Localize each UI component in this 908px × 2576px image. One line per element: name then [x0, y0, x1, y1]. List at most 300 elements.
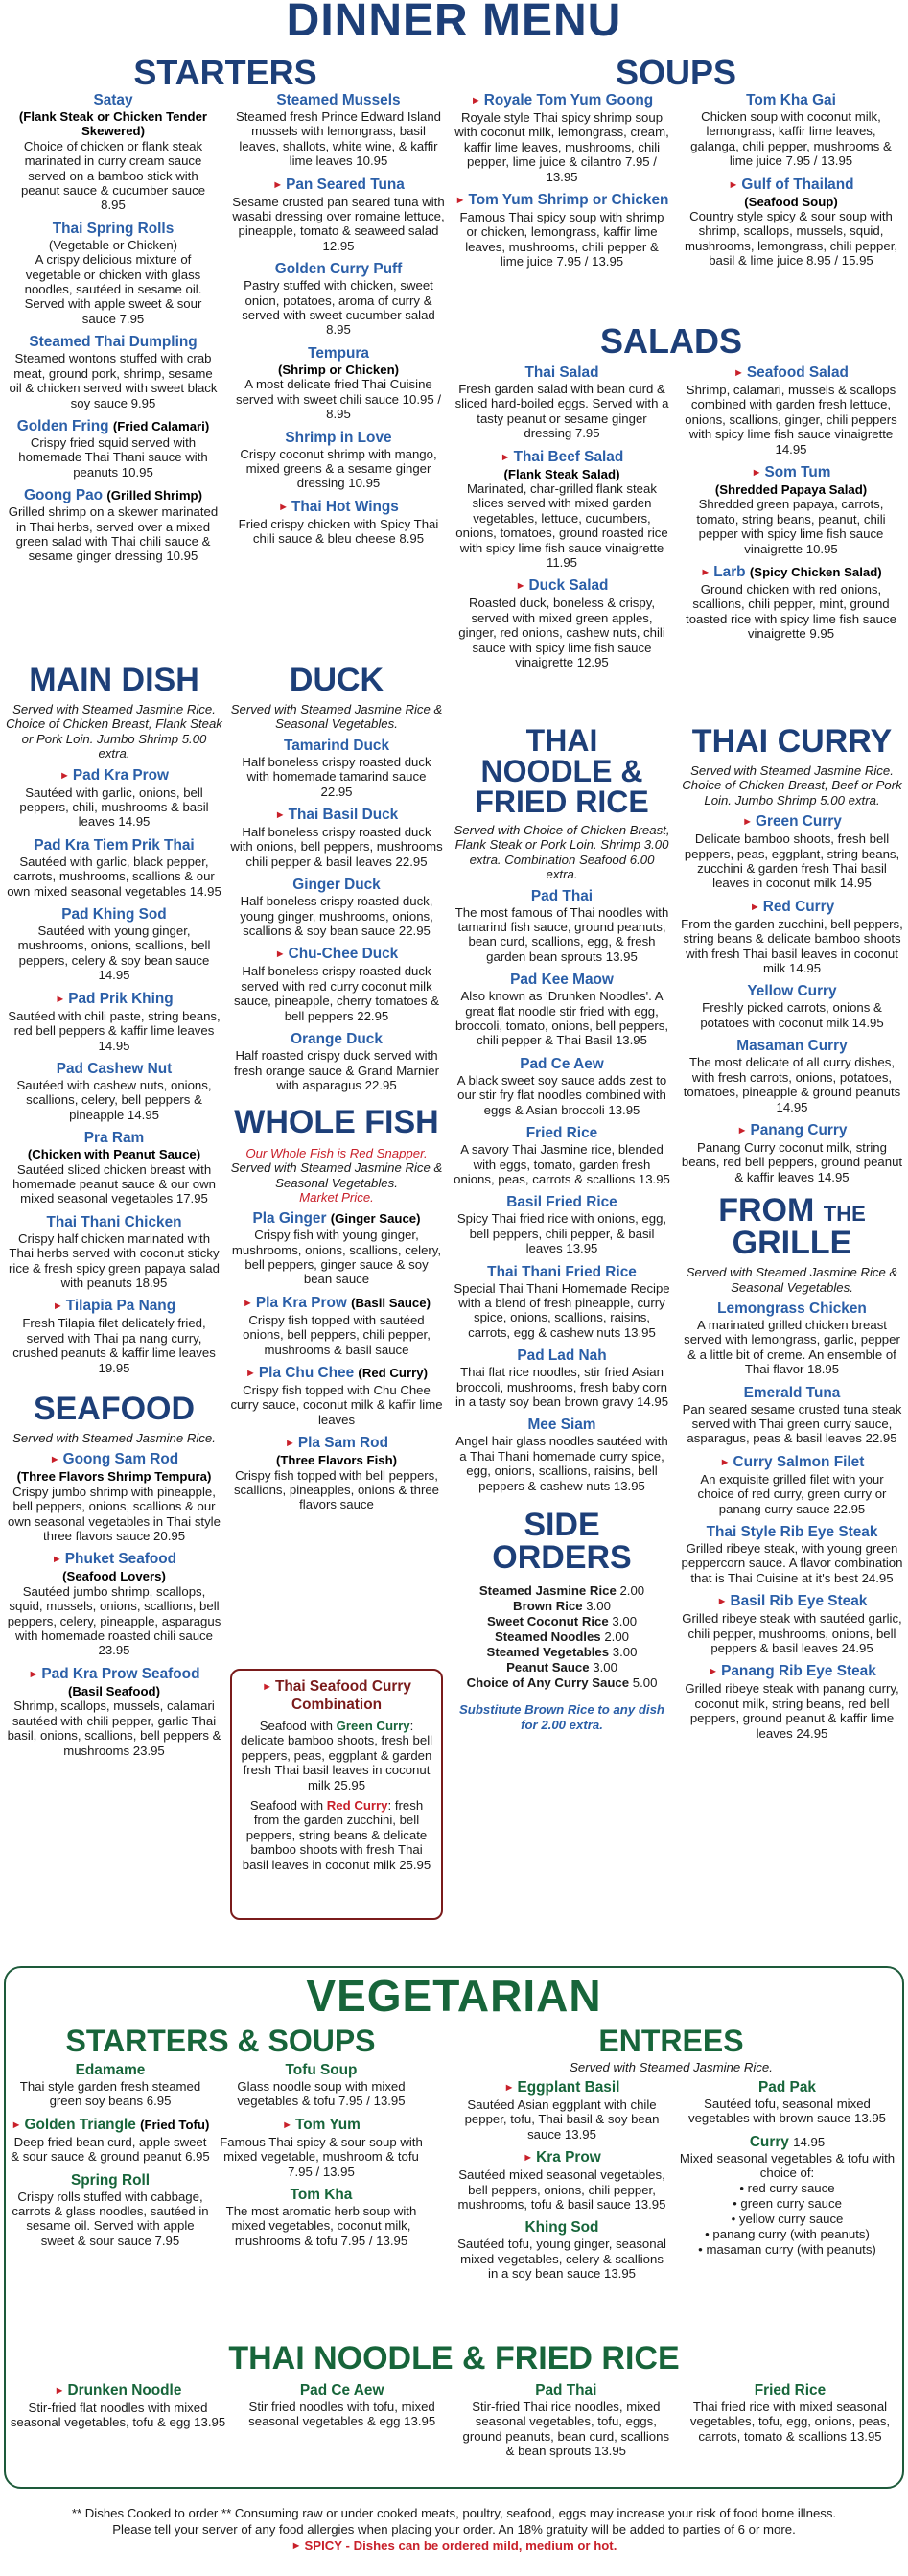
- spicy-arrow-icon: ►: [470, 95, 481, 106]
- item-name-line: [10, 2382, 226, 2400]
- item-description: Half boneless crispy roasted duck with onions, bell peppers, mushrooms chili pepper & basil leaves 22.95: [230, 825, 443, 869]
- item-name-line: [230, 738, 443, 755]
- item-name: Steamed Thai Dumpling: [29, 334, 198, 351]
- grille-heading-line2: GRILLE: [732, 1225, 852, 1262]
- item-description: Fresh Tilapia filet delicately fried, served with Thai pa nang curry, crushed peanuts & kaffir lime leaves 19.95: [12, 1316, 216, 1375]
- combo-red: Seafood with Red Curry: fresh from the garden zucchini, bell peppers, string beans & delicate bamboo shoots with fresh Thai basil leaves in coconut milk 25.95: [242, 1798, 431, 1872]
- starters-left-column: [8, 92, 219, 572]
- item-name: Pad Kra Tiem Prik Thai: [34, 836, 195, 854]
- item-description: Crispy half chicken marinated with Thai herbs served with coconut sticky rice & fresh spicy green papaya salad with peanuts 18.95: [9, 1230, 220, 1290]
- spicy-arrow-icon: ►: [708, 1666, 719, 1678]
- item-name-line: [219, 2062, 424, 2079]
- item-name-line: [453, 1056, 671, 1073]
- item-name-line: [453, 888, 671, 905]
- side-order-peanut-sauce: [453, 1660, 671, 1675]
- item-description: Crispy fish topped with sautéed onions, bell peppers, chili pepper, mushrooms & basil sauce: [243, 1312, 431, 1357]
- spicy-arrow-icon: ►: [274, 809, 286, 822]
- menu-item-kra-prow: [456, 2149, 667, 2212]
- spicy-arrow-icon: ►: [454, 195, 466, 207]
- item-name: Drunken Noodle: [67, 2382, 182, 2399]
- item-name-line: [6, 1451, 222, 1469]
- item-name-line: [230, 430, 447, 447]
- item-description: A savory Thai Jasmine rice, blended with eggs, tomato, garden fresh onions, peas, carrots & scallions 13.95: [454, 1142, 670, 1186]
- spicy-arrow-icon: ►: [515, 580, 526, 593]
- grille-items: [681, 1300, 903, 1741]
- seafood-heading: SEAFOOD: [33, 1391, 196, 1427]
- spicy-arrow-icon: ►: [749, 901, 760, 913]
- item-name: Tom Kha Gai: [746, 92, 836, 108]
- menu-item-satay: [8, 92, 219, 213]
- item-name: Emerald Tuna: [743, 1384, 841, 1401]
- spicy-arrow-icon: ►: [523, 2152, 534, 2165]
- item-subtitle: (Basil Seafood): [68, 1683, 160, 1698]
- duck-heading: DUCK: [289, 662, 384, 698]
- spicy-arrow-icon: ►: [59, 769, 70, 782]
- item-description: Shrimp, scallops, mussels, calamari sautéed with chili pepper, garlic Thai basil, onions, scallions, bell peppers & mushrooms 23.95: [7, 1698, 221, 1758]
- item-description: Sautéed with young ginger, mushrooms, onions, scallions, bell peppers, celery & soy bean sauce 14.95: [17, 924, 211, 983]
- item-name-line: [6, 1061, 222, 1078]
- footer: [0, 2505, 908, 2556]
- salads-right-column: [681, 364, 901, 649]
- item-subtitle: (Chicken with Peanut Sauce): [27, 1147, 201, 1162]
- menu-item-thai-thani-chicken: [6, 1214, 222, 1291]
- item-name-line: [681, 1300, 903, 1318]
- curry-choice: • yellow curry sauce: [731, 2211, 844, 2226]
- item-description: Crispy fried squid served with homemade Thai Thani sauce with peanuts 10.95: [18, 434, 208, 480]
- item-name-line: [230, 1210, 443, 1228]
- item-name: Pad Pak: [758, 2079, 816, 2096]
- combo-green: Seafood with Green Curry: delicate bamboo shoots, fresh bell peppers, peas, eggplant & garden fresh Thai basil leaves in coconut milk 25.95: [240, 1719, 433, 1792]
- item-description: Grilled ribeye steak with sautéed garlic, chili pepper, mushrooms, onions, bell peppers & basil leaves 24.95: [682, 1611, 902, 1656]
- item-description: Special Thai Thani Homemade Recipe with a blend of fresh pineapple, curry spice, onions, scallions, raisins, carrots, egg & cashew nuts 13.95: [454, 1280, 670, 1340]
- item-subtitle: (Flank Steak or Chicken Tender Skewered): [18, 109, 208, 139]
- item-name: Pad Kra Prow Seafood: [41, 1665, 200, 1682]
- soups-left-column: [453, 92, 671, 277]
- item-description: Roasted duck, boneless & crispy, served with mixed green apples, ginger, red onions, cashew nuts, chili sauce with spicy lime fish sauce vinaigrette 12.95: [458, 596, 665, 670]
- item-name-line: [453, 192, 671, 210]
- menu-item-som-tum: [681, 464, 901, 556]
- veg-noodle-heading: THAI NOODLE & FRIED RICE: [228, 2340, 680, 2377]
- item-name-line: [681, 813, 903, 831]
- item-name: Pad Ce Aew: [299, 2382, 384, 2399]
- item-description: Shrimp, calamari, mussels & scallops combined with garden fresh lettuce, onions, scallions, ginger, chili peppers with spicy lime fish sauce vinaigrette 14.95: [685, 383, 897, 457]
- item-name-line: [8, 334, 219, 351]
- menu-item-thai-beef-salad: [453, 449, 671, 571]
- item-description: Half boneless crispy roasted duck with homemade tamarind sauce 22.95: [242, 754, 431, 799]
- side-order-steamed-vegetables: [453, 1645, 671, 1660]
- spicy-arrow-icon: ►: [245, 1367, 256, 1379]
- veg-starters-heading: STARTERS & SOUPS: [65, 2024, 376, 2058]
- item-name: Pad Thai: [530, 887, 594, 904]
- item-description: A most delicate fried Thai Cuisine served with sweet chili sauce 10.95 / 8.95: [235, 377, 442, 422]
- side-orders-heading-line2: ORDERS: [492, 1539, 632, 1576]
- item-name-line: [457, 2382, 674, 2400]
- item-name-line: [681, 176, 901, 195]
- item-description: Panang Curry coconut milk, string beans, red bell peppers, ground peanut & kaffir leaves 14.95: [681, 1139, 903, 1184]
- menu-item-pla-kra-prow: [230, 1295, 443, 1357]
- item-subtitle: (Shredded Papaya Salad): [714, 482, 868, 498]
- side-order-sweet-coconut-rice: [453, 1614, 671, 1629]
- menu-item-steamed-mussels: [230, 92, 447, 169]
- spicy-arrow-icon: ►: [51, 1554, 62, 1566]
- item-subtitle: (Three Flavors Fish): [275, 1453, 398, 1468]
- item-name: Chu-Chee Duck: [288, 946, 399, 963]
- menu-item-pad-kee-maow: [453, 972, 671, 1048]
- item-name: Tempura: [308, 344, 369, 362]
- item-description: Sautéed Asian eggplant with chile pepper, tofu, Thai basil & soy bean sauce 13.95: [464, 2097, 660, 2142]
- item-name: Thai Spring Rolls: [52, 220, 175, 237]
- item-name: Pad Thai: [535, 2382, 597, 2399]
- item-name-line: [453, 577, 671, 596]
- item-description: Shredded green papaya, carrots, tomato, string beans, peanut, chili pepper with spicy lime fish sauce vinaigrette 10.95: [696, 497, 886, 556]
- spicy-arrow-icon: ►: [503, 2082, 515, 2094]
- item-name-line: [230, 92, 447, 109]
- spicy-arrow-icon: ►: [278, 501, 289, 513]
- main-dish-heading: MAIN DISH: [29, 662, 199, 698]
- side-order-name: Steamed Jasmine Rice: [478, 1583, 617, 1598]
- item-name-line: [453, 1264, 671, 1281]
- item-name: Pad Prik Khing: [68, 990, 174, 1007]
- item-description: Choice of chicken or flank steak marinated in curry cream sauce served on a bamboo stick with peanut sauce & cucumber sauce 8.95: [20, 138, 206, 213]
- menu-item-thai-thani-fried-rice: [453, 1264, 671, 1341]
- side-orders-heading-line1: SIDE: [524, 1507, 600, 1543]
- menu-item-golden-fring: [8, 418, 219, 480]
- item-subtitle: (Grilled Shrimp): [106, 488, 203, 503]
- item-description: Deep fried bean curd, apple sweet & sour sauce & ground peanut 6.95: [11, 2134, 210, 2165]
- menu-item-basil-rib-eye-steak: [681, 1593, 903, 1655]
- thai-curry-items: [681, 813, 903, 1184]
- item-description: Crispy jumbo shrimp with pineapple, bell peppers, onions, scallions & our own seasonal vegetables in Thai style three flavors sauce 20.95: [8, 1484, 221, 1544]
- item-description: Fresh garden salad with bean curd & sliced hard-boiled eggs. Served with a tasty peanut or sesame ginger dressing 7.95: [454, 382, 669, 441]
- spicy-arrow-icon: ►: [285, 1438, 295, 1450]
- item-description: The most aromatic herb soup with mixed vegetables, coconut milk, mushrooms & tofu 7.95 / 13.95: [225, 2204, 417, 2248]
- seafood-items: [6, 1451, 222, 1758]
- side-order-name: Choice of Any Curry Sauce: [466, 1675, 630, 1690]
- item-name-line: [453, 92, 671, 110]
- spicy-arrow-icon: ►: [49, 1454, 60, 1466]
- menu-item-mee-siam: [453, 1417, 671, 1493]
- salads-left-column: [453, 364, 671, 678]
- veg-noodle-section: [0, 2342, 908, 2375]
- item-subtitle: (Vegetable or Chicken): [48, 237, 178, 252]
- noodle-heading-line1: THAI: [525, 723, 598, 758]
- item-name: Duck Salad: [528, 577, 609, 595]
- item-name-line: [456, 2079, 667, 2097]
- menu-item-masaman-curry: [681, 1038, 903, 1114]
- menu-item-royale-tom-yum-goong: [453, 92, 671, 184]
- item-name: Masaman Curry: [736, 1038, 848, 1055]
- item-description: Crispy fish topped with Chu Chee curry sauce, coconut milk & kaffir lime leaves: [230, 1382, 443, 1427]
- side-order-price: 3.00: [612, 1645, 638, 1659]
- soups-section: [451, 53, 901, 92]
- duck-items: [230, 738, 443, 1093]
- item-description: Sautéed tofu, young ginger, seasonal mixed vegetables, celery & scallions in a soy bean sauce 13.95: [457, 2236, 666, 2282]
- item-name: Larb: [713, 564, 746, 581]
- item-name-line: [10, 2172, 211, 2190]
- item-description: Stir-fried flat noodles with mixed seasonal vegetables, tofu & egg 13.95: [10, 2400, 226, 2430]
- thai-curry-section: [681, 725, 903, 1748]
- item-description: From the garden zucchini, bell peppers, string beans & delicate bamboo shoots with fresh Thai basil leaves in coconut milk 14.95: [681, 916, 903, 976]
- side-order-price: 3.00: [612, 1614, 638, 1628]
- item-name: Pra Ram: [83, 1130, 145, 1147]
- menu-item-thai-salad: [453, 364, 671, 441]
- menu-item-steamed-thai-dumpling: [8, 334, 219, 410]
- item-name-line: [219, 2187, 424, 2204]
- spicy-arrow-icon: ►: [719, 1456, 731, 1468]
- menu-item-goong-sam-rod: [6, 1451, 222, 1543]
- item-description: Country style spicy & sour soup with shrimp, scallops, mussels, squid, mushrooms, lemongrass, chili pepper, basil & lime juice 8.95 / 15.95: [684, 209, 898, 269]
- item-description: An exquisite grilled filet with your choice of red curry, green curry or panang curry sauce 22.95: [697, 1471, 887, 1516]
- item-description: Thai fried rice with mixed seasonal vegetables, tofu, egg, onions, peas, carrots, tomato & scallions 13.95: [689, 2400, 891, 2444]
- menu-item-thai-style-rib-eye-steak: [681, 1524, 903, 1585]
- menu-item-chu-chee-duck: [230, 946, 443, 1023]
- item-name: Tamarind Duck: [283, 737, 390, 754]
- item-name: Thai Style Rib Eye Steak: [706, 1524, 878, 1540]
- item-name: Pla Chu Chee: [258, 1364, 355, 1381]
- item-name-line: [456, 2149, 667, 2167]
- spicy-arrow-icon: ►: [52, 1300, 63, 1313]
- item-description: A crispy delicious mixture of vegetable or chicken with glass noodles, sautéed in sesame oil. Served with apple sweet & sour sauce 7.95: [24, 252, 202, 326]
- item-description: Grilled ribeye steak with panang curry, coconut milk, string beans, red bell peppers, ground peanut & kaffir lime leaves 24.95: [685, 1681, 899, 1741]
- menu-item-gulf-of-thailand: [681, 176, 901, 269]
- item-name-line: [230, 1031, 443, 1048]
- item-name-line: [230, 807, 443, 825]
- item-description: The most delicate of all curry dishes, with fresh carrots, onions, potatoes, tomatoes, pineapple & ground peanuts 14.95: [683, 1055, 901, 1114]
- item-name-line: [230, 261, 447, 278]
- item-name: Thai Salad: [524, 364, 599, 381]
- item-description: Grilled ribeye steak, with young green peppercorn sauce. A flavor combination that is Thai Cuisine at it's best 24.95: [681, 1541, 903, 1585]
- item-name: Pad Lad Nah: [517, 1347, 607, 1365]
- vegetarian-heading: VEGETARIAN: [306, 1971, 602, 2021]
- menu-item-tom-yum-shrimp-or-chicken: [453, 192, 671, 269]
- item-name-line: [681, 1122, 903, 1140]
- menu-item-thai-spring-rolls: [8, 221, 219, 326]
- menu-item-panang-curry: [681, 1122, 903, 1184]
- veg-entrees-right: [677, 2079, 897, 2265]
- item-name-line: [8, 487, 219, 504]
- main-dish-items: [6, 767, 222, 1375]
- menu-item-tom-yum: [219, 2117, 424, 2179]
- curry-choice: • green curry sauce: [733, 2195, 842, 2211]
- item-name: Lemongrass Chicken: [717, 1300, 867, 1317]
- side-order-name: Peanut Sauce: [506, 1660, 590, 1674]
- grille-heading-line1: FROM THE: [718, 1192, 866, 1229]
- veg-entrees-section: [441, 2026, 901, 2074]
- menu-item-pad-khing-sod: [6, 906, 222, 983]
- item-name: Pla Kra Prow: [255, 1294, 347, 1311]
- side-order-brown-rice: [453, 1599, 671, 1614]
- item-name: Thai Hot Wings: [291, 498, 399, 515]
- menu-item-thai-basil-duck: [230, 807, 443, 869]
- menu-item-thai-hot-wings: [230, 499, 447, 547]
- item-name: Som Tum: [764, 464, 831, 481]
- menu-item-pad-pak: [677, 2079, 897, 2126]
- item-name: Tom Yum Shrimp or Chicken: [468, 192, 669, 209]
- menu-item-basil-fried-rice: [453, 1194, 671, 1255]
- brown-rice-note: Substitute Brown Rice to any dish for 2.00 extra.: [459, 1702, 664, 1732]
- spicy-arrow-icon: ►: [243, 1297, 253, 1309]
- soups-heading: SOUPS: [615, 53, 737, 92]
- item-description: Sautéed with garlic, black pepper, carrots, mushrooms, scallions & our own mixed seasonal vegetables 14.95: [7, 854, 221, 899]
- soups-right-column: [681, 92, 901, 276]
- item-name-line: [230, 1365, 443, 1383]
- spicy-arrow-icon: ►: [54, 2385, 65, 2397]
- item-name: Pad Kra Prow: [72, 766, 169, 784]
- item-description: Ground chicken with red onions, scallions, chili pepper, mint, ground toasted rice with spicy lime fish sauce vinaigrette 9.95: [686, 582, 896, 642]
- item-name: Eggplant Basil: [517, 2079, 620, 2096]
- spicy-arrow-icon: ►: [736, 1124, 748, 1136]
- item-price: 14.95: [793, 2134, 826, 2149]
- menu-item-larb: [681, 564, 901, 642]
- item-name-line: [453, 449, 671, 467]
- item-description: A marinated grilled chicken breast served with lemongrass, garlic, pepper & a little bit of creme. An ensemble of Thai flavor 18.95: [684, 1317, 900, 1377]
- item-name: Kra Prow: [536, 2149, 601, 2166]
- menu-item-pad-thai: [453, 888, 671, 965]
- item-description: Sautéed with garlic, onions, bell peppers, chili, mushrooms & basil leaves 14.95: [19, 785, 209, 830]
- spicy-arrow-icon: ►: [272, 178, 284, 191]
- item-description: Steamed wontons stuffed with crab meat, ground pork, shrimp, sesame oil & chicken served with sweet black soy sauce 9.95: [9, 351, 218, 410]
- item-subtitle: (Flank Steak Salad): [503, 466, 620, 481]
- grille-intro: Served with Steamed Jasmine Rice & Seasonal Vegetables.: [686, 1265, 898, 1295]
- item-name: Pla Ginger: [252, 1210, 327, 1228]
- item-name-line: [453, 1194, 671, 1211]
- item-subtitle: (Fried Calamari): [112, 418, 210, 433]
- noodle-section: [453, 725, 671, 1733]
- item-name-line: [6, 1551, 222, 1569]
- menu-item-tom-kha-gai: [681, 92, 901, 169]
- menu-item-pad-kra-tiem-prik-thai: [6, 837, 222, 899]
- menu-item-curry-salmon-filet: [681, 1454, 903, 1516]
- seafood-intro: Served with Steamed Jasmine Rice.: [12, 1431, 216, 1445]
- item-name: Pad Ce Aew: [520, 1055, 604, 1072]
- side-order-steamed-jasmine-rice: [453, 1583, 671, 1599]
- item-name-line: [681, 1385, 903, 1402]
- item-name: Panang Rib Eye Steak: [721, 1663, 876, 1680]
- footer-spicy-note: ► SPICY - Dishes can be ordered mild, medium or hot.: [291, 2539, 617, 2553]
- menu-item-goong-pao: [8, 487, 219, 564]
- menu-item-golden-triangle: [10, 2117, 211, 2165]
- side-orders-note-wrap: [453, 1702, 671, 1733]
- whole-fish-heading: WHOLE FISH: [234, 1104, 439, 1141]
- menu-item-emerald-tuna: [681, 1385, 903, 1446]
- side-order-price: 2.00: [604, 1629, 629, 1644]
- item-name-line: [8, 221, 219, 238]
- item-name: Red Curry: [762, 898, 835, 915]
- menu-item-pad-ce-aew: [453, 1056, 671, 1117]
- menu-item-eggplant-basil: [456, 2079, 667, 2142]
- item-name-line: [6, 906, 222, 924]
- menu-item-pan-seared-tuna: [230, 176, 447, 254]
- whole-fish-intro: Served with Steamed Jasmine Rice & Seasonal Vegetables.: [230, 1160, 443, 1190]
- item-name-line: [453, 1347, 671, 1365]
- item-name: Tilapia Pa Nang: [65, 1298, 176, 1315]
- side-order-name: Brown Rice: [513, 1599, 583, 1613]
- item-description: Grilled shrimp on a skewer marinated in Thai herbs, served over a mixed green salad with Thai chili sauce & sesame ginger dressing 10.95: [8, 504, 219, 564]
- curry-choice-list: [677, 2181, 897, 2258]
- menu-item-pad-thai: [457, 2382, 674, 2459]
- menu-item-pla-chu-chee: [230, 1365, 443, 1427]
- item-name-line: [6, 1666, 222, 1684]
- spicy-arrow-icon: ►: [733, 367, 744, 379]
- item-description: Sautéed sliced chicken breast with homemade peanut sauce & our own mixed seasonal vegetables 17.95: [12, 1161, 216, 1206]
- main-dish-intro: Served with Steamed Jasmine Rice. Choice of Chicken Breast, Flank Steak or Pork Loin. Jumbo Shrimp 5.00 extra.: [6, 702, 222, 761]
- starters-heading: STARTERS: [133, 53, 317, 92]
- veg-starters-right: [219, 2062, 424, 2256]
- item-name: Basil Fried Rice: [506, 1194, 617, 1211]
- spicy-arrow-icon: ►: [11, 2119, 22, 2131]
- item-description: Delicate bamboo shoots, fresh bell peppers, peas, eggplant, string beans, zucchini & garden fresh Thai basil leaves in coconut milk 14.95: [684, 831, 900, 891]
- item-name: Fried Rice: [525, 1125, 598, 1142]
- item-name-line: [456, 2219, 667, 2236]
- item-name: Curry: [749, 2133, 789, 2150]
- item-subtitle: (Fried Tofu): [140, 2117, 210, 2132]
- thai-curry-heading: THAI CURRY: [691, 723, 893, 760]
- item-name-line: [681, 983, 903, 1000]
- menu-item-pra-ram: [6, 1130, 222, 1206]
- item-description: Marinated, char-grilled flank steak slices served with mixed garden vegetables, lettuce, cucumbers, onions, tomatoes, ground roasted rice with spicy lime fish sauce vinaigrette 11.95: [455, 481, 668, 571]
- item-name-line: [6, 1130, 222, 1147]
- item-description: Stir-fried Thai rice noodles, mixed seasonal vegetables, tofu, eggs, ground peanuts, bean curd, scallions & bean sprouts 13.95: [462, 2400, 670, 2459]
- item-name-line: [677, 2079, 897, 2096]
- item-name-line: [681, 1524, 903, 1541]
- menu-item-shrimp-in-love: [230, 430, 447, 491]
- spicy-arrow-icon: ►: [700, 567, 711, 579]
- side-order-steamed-noodles: [453, 1629, 671, 1645]
- menu-item-seafood-salad: [681, 364, 901, 457]
- item-name-line: [681, 464, 901, 482]
- item-description: Glass noodle soup with mixed vegetables & tofu 7.95 / 13.95: [237, 2079, 406, 2109]
- item-name: Green Curry: [756, 813, 842, 831]
- item-name-line: [6, 767, 222, 785]
- menu-item-tofu-soup: [219, 2062, 424, 2109]
- item-name: Basil Rib Eye Steak: [730, 1593, 868, 1610]
- item-name-line: [681, 1454, 903, 1472]
- item-name-line: [8, 418, 219, 435]
- item-name-line: [681, 899, 903, 917]
- item-name: Fried Rice: [754, 2382, 827, 2399]
- veg-entrees-heading: ENTREES: [598, 2024, 744, 2058]
- side-order-name: Sweet Coconut Rice: [486, 1614, 609, 1628]
- item-description: Pan seared sesame crusted tuna steak served with Thai green curry sauce, asparagus, peas & basil leaves 22.95: [682, 1401, 902, 1446]
- menu-item-lemongrass-chicken: [681, 1300, 903, 1377]
- item-description: Freshly picked carrots, onions & potatoes with coconut milk 14.95: [700, 1000, 884, 1030]
- item-name: Seafood Salad: [746, 364, 849, 381]
- item-name-line: [230, 345, 447, 363]
- menu-item-spring-roll: [10, 2172, 211, 2249]
- spicy-arrow-icon: ►: [28, 1668, 39, 1680]
- item-name-line: [230, 877, 443, 894]
- item-description: Angel hair glass noodles sautéed with a Thai Thani homemade curry spice, egg, onions, scallions, raisins, bell peppers & cashew nuts 13.95: [455, 1434, 668, 1493]
- salads-section: [451, 321, 892, 361]
- menu-item-pad-cashew-nut: [6, 1061, 222, 1122]
- menu-item-pad-kra-prow: [6, 767, 222, 830]
- noodle-items: [453, 888, 671, 1493]
- thai-curry-intro: Served with Steamed Jasmine Rice. Choice of Chicken Breast, Beef or Pork Loin. Jumbo Shrimp 5.00 extra.: [682, 763, 902, 808]
- item-name-line: [681, 1663, 903, 1681]
- menu-item-pad-lad-nah: [453, 1347, 671, 1409]
- menu-item-red-curry: [681, 899, 903, 976]
- item-description: Sautéed mixed seasonal vegetables, bell peppers, onions, chili pepper, mushrooms, tofu & basil sauce 13.95: [457, 2167, 666, 2213]
- side-order-choice-of-any-curry-sauce: [453, 1675, 671, 1691]
- item-description: A black sweet soy sauce adds zest to our stir fry flat noodles combined with eggs & Asian broccoli 13.95: [456, 1072, 667, 1117]
- veg-starters-section: [19, 2026, 422, 2056]
- item-subtitle: (Seafood Lovers): [62, 1569, 166, 1584]
- item-description: Famous Thai spicy & sour soup with mixed vegetable, mushroom & tofu 7.95 / 13.95: [220, 2134, 423, 2179]
- item-name: Edamame: [75, 2062, 146, 2078]
- item-description: Thai style garden fresh steamed green soy beans 6.95: [19, 2079, 201, 2109]
- whole-fish-market-price: Market Price.: [299, 1190, 374, 1206]
- menu-item-tom-kha: [219, 2187, 424, 2248]
